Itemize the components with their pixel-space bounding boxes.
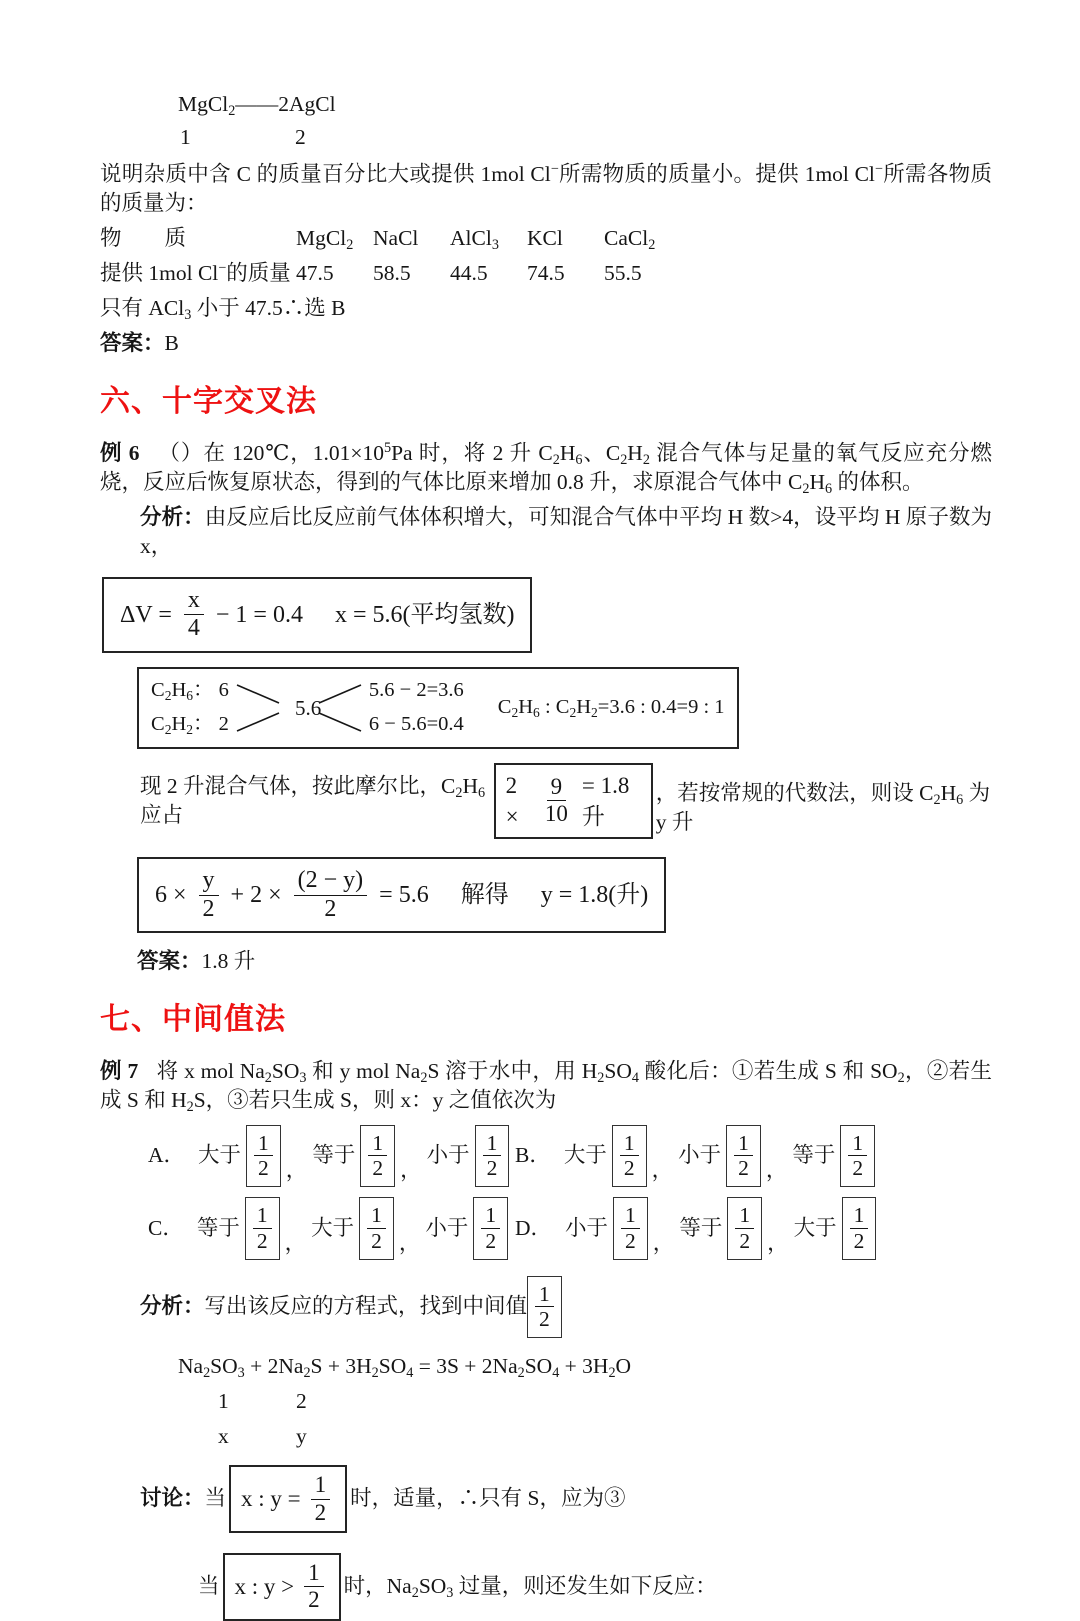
- option-a-term3: 小于: [426, 1143, 470, 1168]
- header-substance: 物 质: [100, 226, 187, 251]
- final-condition-line: [100, 1553, 992, 1621]
- condition-box-equal: [229, 1465, 347, 1533]
- answer6-value: 1.8 升: [201, 949, 256, 974]
- comma: ，: [765, 1158, 788, 1183]
- option-d-term1: 小于: [565, 1215, 609, 1240]
- final-post: 时，$Na_2SO_3$ 过量，则还发生如下反应：: [343, 1574, 717, 1602]
- fraction-numerator: (2 − y): [294, 867, 368, 896]
- reaction-coefficients: [218, 1387, 992, 1416]
- cross-diff2: 6 − 5.6=0.4: [368, 713, 464, 736]
- value-mgcl2: 47.5: [296, 261, 334, 286]
- discussion-line: [100, 1465, 992, 1533]
- fraction-denominator: 2: [308, 1587, 320, 1613]
- cross-row1-label: $C_2H_6$：: [151, 679, 214, 703]
- analysis7-line: [100, 1276, 992, 1338]
- value-cacl2: 55.5: [604, 261, 642, 286]
- cross-left-column: [151, 676, 229, 740]
- boxed-fraction-half: [359, 1197, 394, 1259]
- coefficient-1: 1: [218, 1389, 229, 1414]
- analysis6-text: 由反应后比反应前气体体积增大，可知混合气体中平均 H 数>4，设平均 H 原子数为 x，: [140, 504, 992, 558]
- fraction-one-half: [483, 1131, 502, 1181]
- inline-formula-post: = 1.8升: [581, 772, 630, 829]
- fraction-numerator: 1: [311, 1472, 331, 1499]
- fraction-y-over-2: [199, 867, 219, 923]
- fraction-2minusy-over-2: [294, 867, 368, 923]
- boxed-fraction-half: [246, 1125, 281, 1187]
- analysis6-paragraph: [100, 503, 992, 561]
- option-b-label: B．: [515, 1143, 551, 1168]
- fraction-denominator: 4: [187, 615, 200, 642]
- fraction-denominator: 2: [738, 1156, 749, 1181]
- fraction-numerator: 1: [368, 1131, 387, 1157]
- example6-label: 例 6: [100, 440, 140, 465]
- section-heading-intermediate-value: 七、中间值法: [100, 1003, 286, 1037]
- fraction-denominator: 2: [485, 1228, 497, 1253]
- fraction-one-half: [621, 1203, 640, 1253]
- option-a-term1: 大于: [198, 1143, 242, 1168]
- condition-expression: x : y =: [241, 1486, 301, 1512]
- fraction-denominator: 2: [739, 1228, 751, 1253]
- variable-x: x: [218, 1424, 229, 1449]
- option-d-label: D．: [515, 1215, 553, 1240]
- option-a-term2: 等于: [312, 1143, 356, 1168]
- inline-formula-box: [494, 763, 653, 839]
- value-nacl: 58.5: [373, 261, 411, 286]
- mixture-line-pre: 现 2 升混合气体，按此摩尔比，$C_2H_6$ 应占: [140, 773, 486, 827]
- fraction-denominator: 2: [372, 1156, 384, 1181]
- reaction-variables: [218, 1422, 992, 1451]
- fraction-numerator: 1: [367, 1203, 386, 1229]
- boxed-fraction-half: [527, 1276, 562, 1338]
- header-nacl: NaCl: [373, 226, 419, 251]
- cross-ratio-result: $C_2H_6$ : $C_2H_2=3.6$ : 0.4=9 : 1: [497, 696, 725, 720]
- fraction-numerator: 1: [735, 1203, 754, 1229]
- fraction-denominator: 2: [853, 1228, 865, 1253]
- fraction-numerator: 1: [253, 1203, 272, 1229]
- fraction-one-half: [253, 1203, 272, 1253]
- condition-expression: x : y >: [234, 1574, 295, 1600]
- boxed-fraction-half: [840, 1125, 875, 1187]
- mixture-line: [100, 763, 992, 839]
- top-equation: MgCl$_2$——2AgCl: [178, 92, 336, 119]
- answer-value: B: [164, 331, 179, 356]
- fraction-one-half: [481, 1203, 500, 1253]
- boxed-fraction-half: [473, 1197, 508, 1259]
- header-mgcl2: MgCl$_2$: [296, 226, 354, 254]
- answer6-label: 答案：: [137, 949, 202, 974]
- option-c: [148, 1197, 515, 1259]
- final-pre: 当: [198, 1574, 220, 1599]
- boxed-fraction-half: [842, 1197, 877, 1259]
- fraction-numerator: 1: [535, 1282, 554, 1308]
- row-label: 提供 1mol Cl−的质量: [100, 260, 291, 286]
- fraction-numerator: 1: [620, 1131, 639, 1157]
- formula2-p1: 6 ×: [155, 881, 187, 908]
- example6-text: （）在 120℃，$1.01\times 10^5Pa$ 时，将 2 升 $C_2H_6$、$C_2H_2$ 混合气体与足量的氧气反应充分燃烧，反应后恢复原状态，得到的气体比原来增加 0.8 升，求原混合气体中 $C_2H_6$ 的体积。: [100, 439, 992, 497]
- cross-diff1: 5.6 − 2=3.6: [368, 679, 464, 702]
- header-alcl3: AlCl$_3$: [450, 226, 499, 254]
- substance-table-row: [100, 259, 992, 288]
- value-alcl3: 44.5: [450, 261, 488, 286]
- option-b-term2: 小于: [678, 1143, 722, 1168]
- example7-label: 例 7: [100, 1058, 139, 1083]
- example7-text: 将 x mol $Na_2SO_3$ 和 y mol $Na_2S$ 溶于水中，用 $H_2SO_4$ 酸化后：①若生成 S 和 $SO_2$，②若生成 S 和 $H_2S$，③若只生成 S，则 x：y 之值依次为: [100, 1058, 992, 1115]
- analysis6-label: 分析：: [140, 504, 205, 529]
- option-c-term1: 等于: [196, 1215, 240, 1240]
- formula2-p4: 解得: [460, 881, 509, 908]
- section-heading-cross-method: 六、十字交叉法: [100, 385, 317, 419]
- option-b-term1: 大于: [563, 1143, 607, 1168]
- mixture-line-post: ，若按常规的代数法，则设 $C_2H_6$ 为 y 升: [655, 780, 991, 834]
- comma: ，: [400, 1158, 422, 1183]
- fraction-denominator: 2: [623, 1156, 635, 1181]
- fraction-numerator: 1: [850, 1203, 869, 1229]
- fraction-numerator: y: [199, 867, 219, 896]
- formula2-p3: = 5.6: [379, 881, 429, 908]
- boxed-fraction-half: [613, 1197, 648, 1259]
- boxed-fraction-half: [360, 1125, 395, 1187]
- cross-row2-value: 2: [218, 713, 229, 736]
- variable-y: y: [296, 1424, 307, 1449]
- reaction-equation: $Na_2SO_3 + 2Na_2S + 3H_2SO_4 = 3S + 2Na_2SO_4 + 3H_2O$: [178, 1354, 632, 1381]
- fraction-one-half: [848, 1131, 867, 1181]
- coefficient-2: 2: [296, 1389, 307, 1414]
- fraction-x-over-4: [184, 587, 204, 643]
- option-d-term3: 大于: [793, 1215, 837, 1240]
- cross-diagram-wrapper: [100, 653, 992, 749]
- comma: ，: [767, 1230, 789, 1255]
- cross-right-column: [369, 676, 464, 740]
- comma: ，: [651, 1158, 674, 1183]
- comma: ，: [398, 1230, 421, 1255]
- coefficient-1: 1: [180, 125, 191, 150]
- fraction-denominator: 2: [258, 1156, 269, 1181]
- comma: ，: [285, 1158, 308, 1183]
- comma: ，: [652, 1230, 675, 1255]
- fraction-one-half: [304, 1560, 324, 1614]
- formula2-p2: + 2 ×: [230, 881, 282, 908]
- boxed-fraction-half: [245, 1197, 280, 1259]
- formula1-mid: − 1 = 0.4: [215, 601, 303, 628]
- formula2-box: [137, 857, 666, 933]
- fraction-denominator: 2: [852, 1156, 864, 1181]
- fraction-numerator: 1: [621, 1203, 640, 1229]
- fraction-denominator: 2: [486, 1156, 498, 1181]
- boxed-fraction-half: [726, 1125, 761, 1187]
- fraction-denominator: 2: [314, 1499, 327, 1525]
- example6-paragraph: [100, 439, 992, 497]
- fraction-one-half: [254, 1131, 273, 1181]
- formula1-tail: x = 5.6(平均氢数): [334, 601, 515, 628]
- cross-lines-graphic: [233, 675, 365, 741]
- fraction-one-half: [735, 1203, 754, 1253]
- option-d-term2: 等于: [679, 1215, 723, 1240]
- option-a: [148, 1125, 515, 1187]
- formula1-wrapper: [102, 577, 992, 653]
- coefficient-2: 2: [295, 125, 306, 150]
- boxed-fraction-half: [612, 1125, 647, 1187]
- fraction-one-half: [535, 1282, 554, 1332]
- fraction-numerator: 1: [848, 1131, 867, 1157]
- answer6-line: [137, 947, 992, 976]
- fraction-numerator: 1: [734, 1131, 753, 1157]
- options-row-cd: [148, 1197, 992, 1259]
- discussion-pre: 当: [204, 1486, 227, 1511]
- fraction-denominator: 2: [539, 1307, 550, 1332]
- analysis7-label: 分析：: [140, 1294, 205, 1319]
- fraction-numerator: 9: [547, 774, 567, 801]
- fraction-one-half: [311, 1472, 331, 1526]
- fraction-one-half: [367, 1203, 386, 1253]
- fraction-one-half: [850, 1203, 869, 1253]
- options-row-ab: [148, 1125, 992, 1187]
- header-cacl2: CaCl$_2$: [604, 226, 656, 254]
- option-c-term3: 小于: [425, 1215, 469, 1240]
- option-b-term3: 等于: [792, 1143, 836, 1168]
- formula2-p5: y = 1.8(升): [540, 881, 649, 908]
- option-b: [515, 1125, 882, 1187]
- boxed-fraction-half: [475, 1125, 510, 1187]
- discussion-post: 时，适量，∴只有 S，应为③: [350, 1486, 626, 1511]
- explanation-line: 说明杂质中含 C 的质量百分比大或提供 1mol Cl−所需物质的质量小。提供 1mol Cl−所需各物质的质量为：: [100, 161, 992, 216]
- condition-box-greater: [223, 1553, 341, 1621]
- answer-line: [100, 329, 992, 358]
- option-d: [515, 1197, 882, 1259]
- formula2-wrapper: [137, 857, 992, 933]
- cross-diagram-box: [137, 667, 739, 749]
- formula1-lhs: ΔV =: [120, 601, 172, 628]
- top-equation-coefficients: [180, 123, 992, 152]
- cross-row2-label: $C_2H_2$：: [151, 713, 214, 737]
- fraction-9-over-10: [541, 774, 572, 828]
- fraction-numerator: 1: [481, 1203, 500, 1229]
- option-c-label: C．: [148, 1215, 184, 1240]
- substance-table-header: [100, 224, 992, 253]
- boxed-fraction-half: [727, 1197, 762, 1259]
- formula1-box: [102, 577, 532, 653]
- option-c-term2: 大于: [311, 1215, 355, 1240]
- fraction-numerator: x: [184, 587, 204, 616]
- option-a-label: A．: [148, 1143, 186, 1168]
- cross-center-value: 5.6: [294, 695, 322, 720]
- fraction-denominator: 2: [324, 895, 337, 922]
- value-kcl: 74.5: [527, 261, 565, 286]
- fraction-numerator: 1: [483, 1131, 502, 1157]
- analysis7-text: 写出该反应的方程式，找到中间值: [204, 1294, 528, 1319]
- fraction-denominator: 2: [625, 1228, 636, 1253]
- cross-row2: [151, 710, 229, 740]
- fraction-one-half: [368, 1131, 387, 1181]
- comma: ，: [284, 1230, 307, 1255]
- conclusion-line: 只有 ACl$_3$ 小于 47.5∴选 B: [100, 296, 346, 324]
- fraction-one-half: [620, 1131, 639, 1181]
- fraction-numerator: 1: [254, 1131, 273, 1157]
- fraction-denominator: 2: [371, 1228, 382, 1253]
- answer-label: 答案：: [100, 331, 165, 356]
- fraction-numerator: 1: [304, 1560, 324, 1587]
- fraction-denominator: 2: [202, 895, 215, 922]
- header-kcl: KCl: [527, 226, 563, 251]
- fraction-denominator: 10: [544, 801, 568, 827]
- fraction-one-half: [734, 1131, 753, 1181]
- example7-paragraph: [100, 1057, 992, 1115]
- inline-formula-pre: 2 ×: [505, 772, 519, 829]
- fraction-denominator: 2: [256, 1228, 268, 1253]
- cross-row1: [151, 676, 229, 706]
- discussion-label: 讨论：: [140, 1486, 205, 1511]
- cross-row1-value: 6: [218, 679, 229, 702]
